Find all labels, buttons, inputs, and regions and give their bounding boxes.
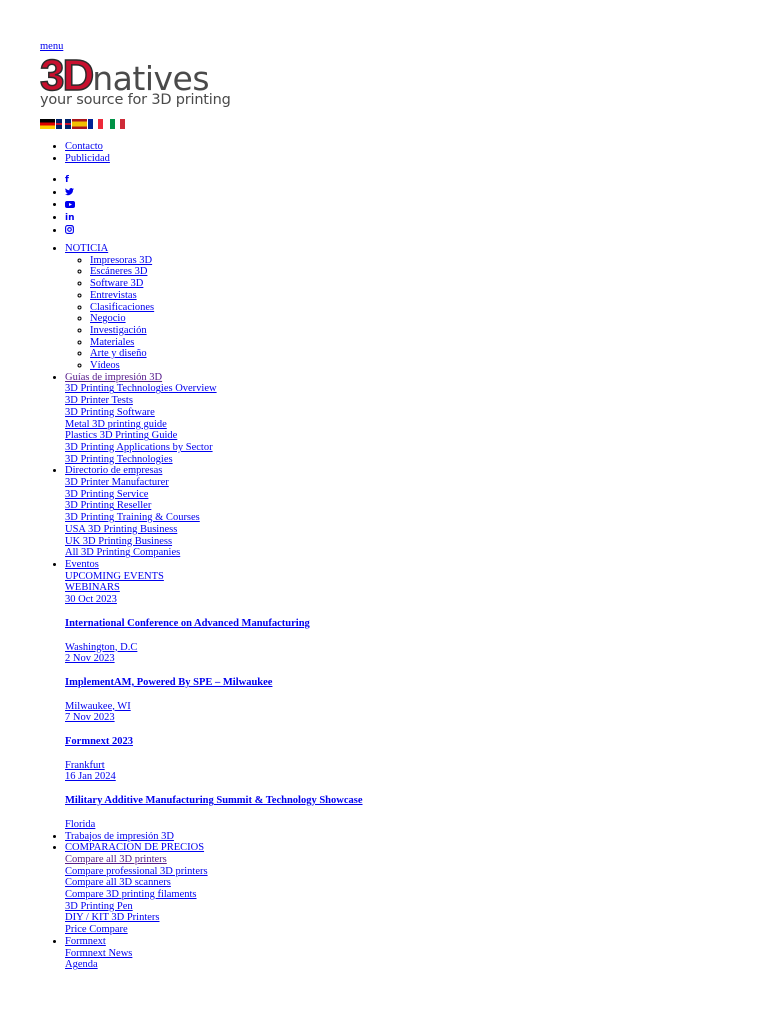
submenu-item[interactable]: WEBINARS (65, 582, 120, 594)
nav-item-noticia (65, 243, 465, 372)
submenu-item[interactable]: Clasificaciones (90, 301, 155, 313)
directorio-submenu (65, 477, 465, 559)
submenu-item[interactable]: 3D Printer Manufacturer (65, 477, 169, 489)
menu-link[interactable]: menu (40, 41, 64, 52)
contact-link[interactable]: Contacto (65, 141, 103, 152)
flag-es-icon[interactable] (72, 119, 87, 129)
nav-item-directorio (65, 465, 465, 559)
nav-item-formnext (65, 936, 465, 971)
flag-uk-icon[interactable] (56, 119, 71, 129)
list-item (65, 153, 110, 165)
submenu-item[interactable]: Compare all 3D printers (65, 853, 167, 865)
submenu-item[interactable]: Investigación (90, 324, 147, 336)
event-location[interactable]: Frankfurt (65, 759, 105, 771)
submenu-item[interactable]: Negocio (90, 313, 126, 325)
event-location[interactable]: Washington, D.C (65, 641, 138, 653)
nav-trabajos-link[interactable]: Trabajos de impresión 3D (65, 830, 174, 842)
nav-eventos-link[interactable]: Eventos (65, 558, 99, 570)
submenu-item[interactable]: Vídeos (90, 360, 120, 372)
event-date[interactable]: 16 Jan 2024 (65, 771, 116, 783)
guias-submenu (65, 383, 465, 465)
submenu-item[interactable]: 3D Printing Software (65, 406, 155, 418)
flag-it-icon[interactable] (110, 119, 125, 129)
event-date[interactable]: 7 Nov 2023 (65, 712, 115, 724)
linkedin-icon[interactable]: in (65, 213, 75, 224)
advertising-link[interactable]: Publicidad (65, 152, 110, 164)
submenu-item[interactable]: 3D Printing Pen (65, 900, 133, 912)
submenu-item[interactable]: USA 3D Printing Business (65, 523, 178, 535)
list-item (65, 141, 110, 153)
event-date[interactable]: 2 Nov 2023 (65, 653, 115, 665)
main-nav (0, 243, 465, 971)
eventos-submenu (65, 571, 465, 831)
event-title[interactable]: ImplementAM, Powered By SPE – Milwaukee (65, 676, 273, 688)
language-selector (40, 119, 126, 129)
logo-3d: 3D (40, 51, 93, 100)
submenu-item[interactable]: 3D Printing Applications by Sector (65, 441, 213, 453)
flag-de-icon[interactable] (40, 119, 55, 129)
event-location[interactable]: Florida (65, 818, 96, 830)
comparacion-submenu (65, 854, 465, 936)
youtube-icon[interactable] (65, 200, 75, 212)
submenu-item[interactable]: UK 3D Printing Business (65, 535, 173, 547)
submenu-item[interactable]: 3D Printer Tests (65, 395, 133, 407)
event-date[interactable]: 30 Oct 2023 (65, 594, 117, 606)
submenu-item[interactable]: 3D Printing Technologies (65, 453, 173, 465)
event-title[interactable]: Formnext 2023 (65, 736, 133, 748)
submenu-item[interactable]: Compare 3D printing filaments (65, 889, 197, 901)
submenu-item[interactable]: UPCOMING EVENTS (65, 570, 164, 582)
nav-item-guias (65, 372, 465, 466)
nav-guias-link[interactable]: Guías de impresión 3D (65, 371, 163, 383)
nav-item-comparacion (65, 842, 465, 936)
submenu-item[interactable]: Metal 3D printing guide (65, 418, 167, 430)
formnext-submenu (65, 948, 465, 971)
top-links (0, 141, 110, 164)
submenu-item[interactable]: 3D Printing Reseller (65, 500, 152, 512)
facebook-icon[interactable]: f (65, 175, 69, 185)
submenu-item[interactable]: 3D Printing Technologies Overview (65, 383, 217, 395)
submenu-item[interactable]: Compare all 3D scanners (65, 877, 171, 889)
nav-comparacion-link[interactable]: COMPARACION DE PRECIOS (65, 842, 205, 854)
logo-natives: natives (92, 59, 210, 98)
submenu-item[interactable]: Formnext News (65, 947, 133, 959)
submenu-item[interactable]: Entrevistas (90, 289, 137, 301)
nav-noticia-link[interactable]: NOTICIA (65, 243, 109, 254)
submenu-item[interactable]: All 3D Printing Companies (65, 547, 181, 559)
twitter-icon[interactable] (65, 188, 74, 200)
logo-tagline: your source for 3D printing (40, 92, 231, 108)
social-links (0, 174, 75, 238)
submenu-item[interactable]: Arte y diseño (90, 348, 147, 360)
nav-item-trabajos (65, 831, 465, 843)
submenu-item[interactable]: DIY / KIT 3D Printers (65, 912, 160, 924)
site-logo[interactable] (40, 51, 250, 116)
event-card (65, 771, 465, 830)
submenu-item[interactable]: 3D Printing Service (65, 488, 149, 500)
nav-directorio-link[interactable]: Directorio de empresas (65, 465, 163, 477)
submenu-item[interactable]: Agenda (65, 959, 98, 971)
submenu-item[interactable]: Compare professional 3D printers (65, 865, 208, 877)
nav-item-eventos (65, 559, 465, 831)
event-title[interactable]: International Conference on Advanced Manufacturing (65, 617, 310, 629)
event-title[interactable]: Military Additive Manufacturing Summit & Technology Showcase (65, 795, 363, 807)
submenu-item[interactable]: Escáneres 3D (90, 266, 148, 278)
noticia-submenu (65, 255, 465, 372)
instagram-icon[interactable] (65, 225, 74, 238)
submenu-item[interactable]: Price Compare (65, 924, 128, 936)
submenu-item[interactable]: Impresoras 3D (90, 254, 153, 266)
nav-formnext-link[interactable]: Formnext (65, 935, 106, 947)
submenu-item[interactable]: 3D Printing Training & Courses (65, 512, 200, 524)
submenu-item[interactable]: Materiales (90, 336, 135, 348)
event-card (65, 594, 465, 653)
event-card (65, 653, 465, 712)
submenu-item[interactable]: Plastics 3D Printing Guide (65, 430, 178, 442)
event-location[interactable]: Milwaukee, WI (65, 700, 131, 712)
submenu-item[interactable]: Software 3D (90, 278, 144, 290)
event-card (65, 712, 465, 771)
flag-fr-icon[interactable] (88, 119, 103, 129)
